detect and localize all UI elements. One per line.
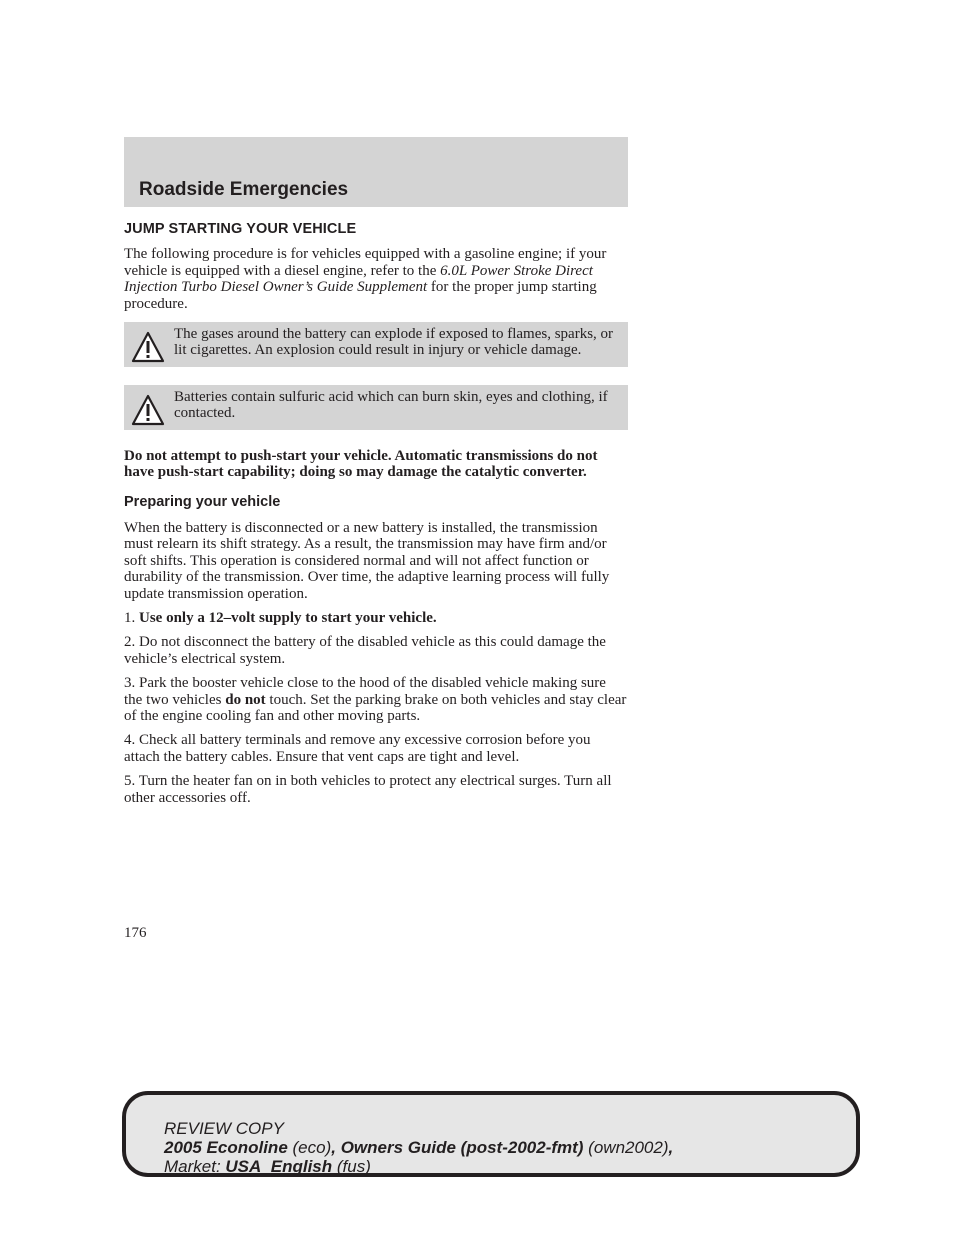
push-start-notice: Do not attempt to push-start your vehicle. Automatic transmissions do not have push-start capability; doing so may damage the catalytic converter. xyxy=(124,447,598,481)
review-copy-label: REVIEW COPY xyxy=(164,1119,284,1138)
footer-market-line xyxy=(164,1157,673,1176)
footer-text xyxy=(164,1119,673,1176)
subsection-heading: Preparing your vehicle xyxy=(124,494,281,511)
warning-text: Batteries contain sulfuric acid which can burn skin, eyes and clothing, if contacted. xyxy=(174,388,608,422)
step-2: 2. Do not disconnect the battery of the disabled vehicle as this could damage the vehicle’s electrical system. xyxy=(124,634,606,667)
page-number: 176 xyxy=(124,925,147,941)
footer-market: USA_English xyxy=(225,1157,333,1176)
supplement-reference: 6.0L Power Stroke Direct Injection Turbo Diesel Owner’s Guide Supplement xyxy=(124,262,593,296)
warning-box-acid xyxy=(124,385,628,430)
review-copy-footer xyxy=(122,1091,860,1177)
footer-market-code: (fus) xyxy=(332,1157,371,1176)
step-3 xyxy=(124,675,628,724)
step-3-text-1: 3. Park the booster vehicle close to the hood of the disabled vehicle making sure the two vehicles xyxy=(124,675,606,708)
intro-paragraph xyxy=(124,246,628,312)
section-heading: JUMP STARTING YOUR VEHICLE xyxy=(124,221,357,237)
main-content xyxy=(124,221,628,814)
warning-text: The gases around the battery can explode if exposed to flames, sparks, or lit cigarettes. An explosion could result in injury or vehicle damage. xyxy=(174,326,614,359)
footer-comma: , xyxy=(668,1138,674,1157)
step-4: 4. Check all battery terminals and remove any excessive corrosion before you attach the battery cables. Ensure that vent caps are tight and level. xyxy=(124,732,591,765)
warning-triangle-icon xyxy=(131,393,165,427)
section-header-band xyxy=(124,137,628,207)
step-3-text-2: touch. Set the parking brake on both vehicles and stay clear of the engine cooling fan and other moving parts. xyxy=(124,691,627,724)
page-title: Roadside Emergencies xyxy=(139,179,349,200)
intro-text-2: for the proper jump starting procedure. xyxy=(124,279,597,312)
footer-guide-code: (own2002) xyxy=(583,1138,669,1157)
footer-model-code: (eco) xyxy=(287,1138,332,1157)
intro-text-1: The following procedure is for vehicles equipped with a gasoline engine; if your vehicle is equipped with a diesel engine, refer to the xyxy=(124,246,607,279)
footer-guide: , Owners Guide (post-2002-fmt) xyxy=(331,1138,584,1157)
step-1-text: Use only a 12–volt supply to start your vehicle. xyxy=(139,609,437,626)
warning-triangle-icon xyxy=(131,330,165,364)
footer-model: 2005 Econoline xyxy=(164,1138,288,1157)
step-1-number: 1. xyxy=(124,609,139,626)
footer-model-line xyxy=(164,1138,673,1157)
step-5: 5. Turn the heater fan on in both vehicles to protect any electrical surges. Turn all other accessories off. xyxy=(124,773,612,806)
subsection-intro: When the battery is disconnected or a new battery is installed, the transmission must relearn its shift strategy. As a result, the transmission may have firm and/or soft shifts. This operation is considered normal and will not affect function or durability of the transmission. Over time, the adaptive learning process will fully update transmission operation. xyxy=(124,519,610,602)
step-1 xyxy=(124,610,628,626)
warning-box-explosion xyxy=(124,322,628,367)
step-3-emphasis: do not xyxy=(225,691,266,708)
footer-market-label: Market: xyxy=(164,1157,226,1176)
